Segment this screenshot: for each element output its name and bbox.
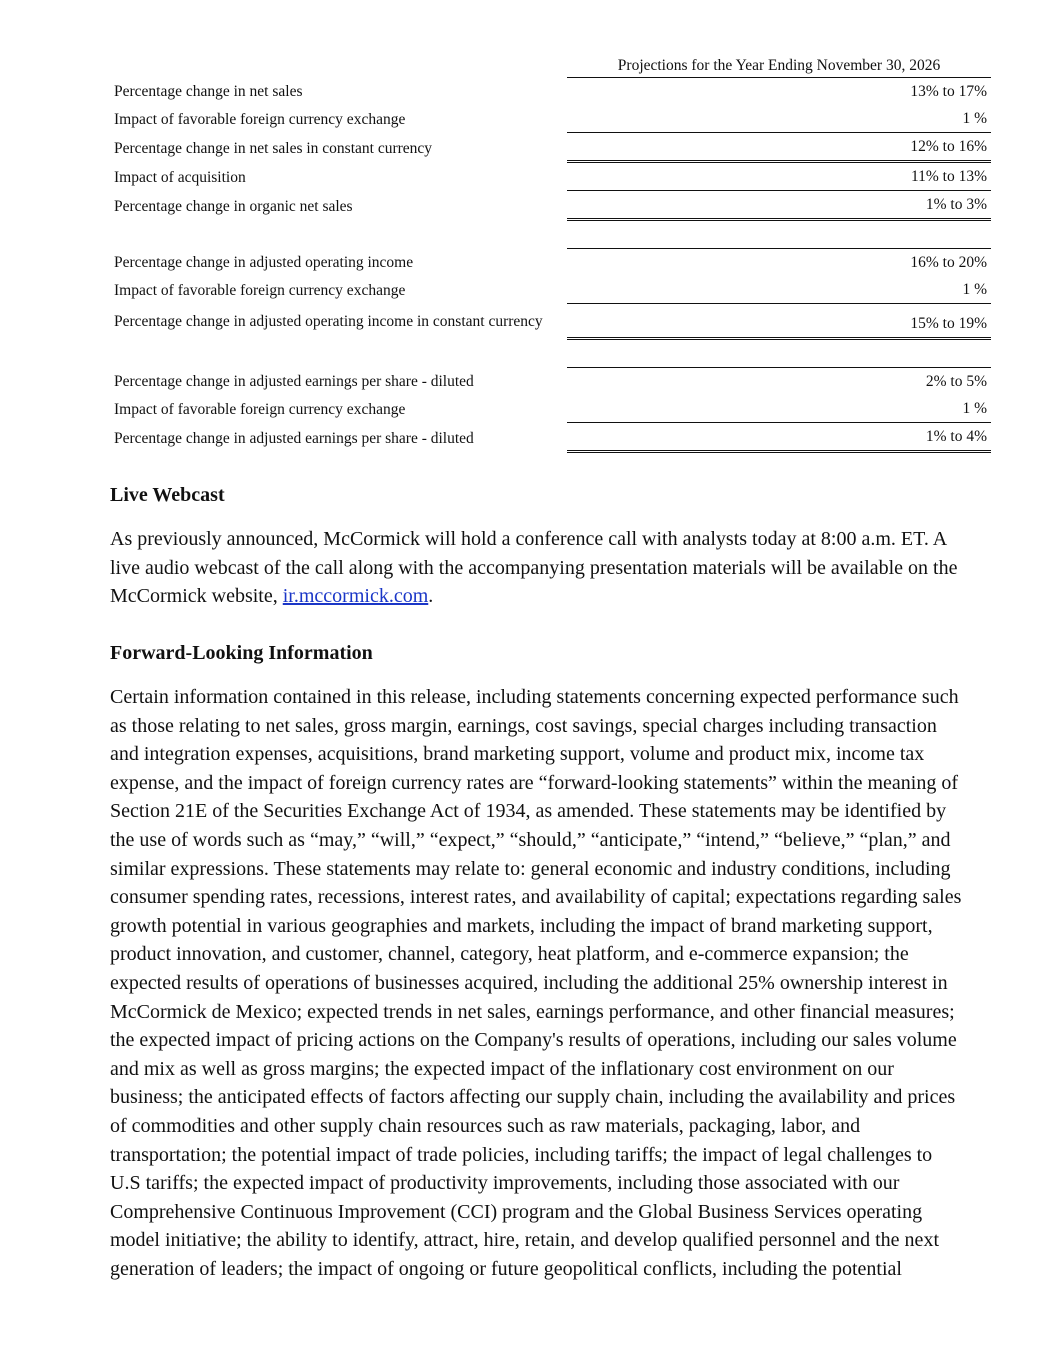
webcast-text: As previously announced, McCormick will hold a conference call with analysts today at 8:00 a.m. ET. A live audio webcast of the call along with the accompanying presentation materials will be available on the McCormick website, xyxy=(110,528,958,608)
table-row xyxy=(110,162,991,191)
webcast-heading: Live Webcast xyxy=(110,484,225,506)
webcast-paragraph xyxy=(110,525,960,611)
webcast-text-end: . xyxy=(428,585,434,608)
forward-looking-text: Certain information contained in this release, including statements concerning expected performance such as those relating to net sales, gross margin, earnings, cost savings, special charges including transaction and integration expenses, acquisitions, brand marketing support, volume and product mix, income tax expense, and the impact of foreign currency rates are “forward-looking statements” within the meaning of Section 21E of the Securities Exchange Act of 1934, as amended. These statements may be identified by the use of words such as “may,” “will,” “expect,” “should,” “anticipate,” “intend,” “believe,” “plan,” and similar expressions. These statements may relate to: general economic and industry conditions, including consumer spending rates, recessions, interest rates, and availability of capital; expectations regarding sales growth potential in various geographies and markets, including the impact of brand marketing support, product innovation, and customer, channel, category, heat platform, and e-commerce expansion; the expected results of operations of businesses acquired, including the additional 25% ownership interest in McCormick de Mexico; expected trends in net sales, earnings performance, and other financial measures; the expected impact of pricing actions on the Company's results of operations, including our sales volume and mix as well as gross margins; the expected impact of the inflationary cost environment on our business; the anticipated effects of factors affecting our supply chain, including the availability and prices of commodities and other supply chain resources such as raw materials, packaging, labor, and transportation; the potential impact of trade policies, including tariffs; the impact of legal challenges to U.S tariffs; the expected impact of productivity improvements, including those associated with our Comprehensive Continuous Improvement (CCI) program and the Global Business Services operating model initiative; the ability to identify, attract, hire, retain, and develop qualified personnel and the next generation of leaders; the impact of ongoing or future geopolitical conflicts, including the potential xyxy=(110,686,962,1280)
row-value: 1 % xyxy=(567,276,991,304)
row-value: 12% to 16% xyxy=(567,133,991,162)
row-value: 11% to 13% xyxy=(567,162,991,191)
row-label: Percentage change in net sales xyxy=(114,83,303,100)
table-header: Projections for the Year Ending November 30, 2026 xyxy=(567,54,991,78)
table-row xyxy=(110,368,991,396)
table-row xyxy=(110,395,991,423)
table-row xyxy=(110,276,991,304)
row-value: 1% to 3% xyxy=(567,191,991,220)
row-label: Impact of favorable foreign currency exchange xyxy=(114,281,406,299)
row-value: 16% to 20% xyxy=(910,254,987,271)
table-row xyxy=(110,105,991,133)
table-row xyxy=(110,191,991,220)
website-link[interactable]: ir.mccormick.com xyxy=(282,585,429,608)
row-label: Percentage change in net sales in constant currency xyxy=(114,139,433,157)
table-row xyxy=(110,304,991,339)
row-value: 1 % xyxy=(567,395,991,423)
row-label: Percentage change in adjusted earnings per share - diluted xyxy=(114,373,474,390)
table-row xyxy=(110,78,991,106)
table-header-row xyxy=(110,54,991,78)
row-label: Percentage change in adjusted operating income xyxy=(114,254,414,271)
row-value: 13% to 17% xyxy=(910,83,987,100)
projections-table xyxy=(110,54,991,453)
row-value: 1 % xyxy=(567,105,991,133)
row-value: 15% to 19% xyxy=(567,304,991,339)
row-label: Impact of favorable foreign currency exchange xyxy=(114,400,406,418)
forward-looking-heading: Forward-Looking Information xyxy=(110,642,373,664)
spacer-row xyxy=(110,339,991,368)
row-label: Percentage change in organic net sales xyxy=(114,197,353,215)
row-label: Impact of acquisition xyxy=(114,168,246,186)
table-row xyxy=(110,249,991,277)
spacer-row xyxy=(110,220,991,249)
table-row xyxy=(110,133,991,162)
row-label: Impact of favorable foreign currency exchange xyxy=(114,110,406,128)
table-row xyxy=(110,423,991,452)
forward-looking-paragraph xyxy=(110,683,962,1283)
row-label: Percentage change in adjusted operating income in constant currency xyxy=(114,312,543,330)
row-value: 2% to 5% xyxy=(925,373,987,390)
row-label: Percentage change in adjusted earnings per share - diluted xyxy=(114,429,474,447)
row-value: 1% to 4% xyxy=(567,423,991,452)
